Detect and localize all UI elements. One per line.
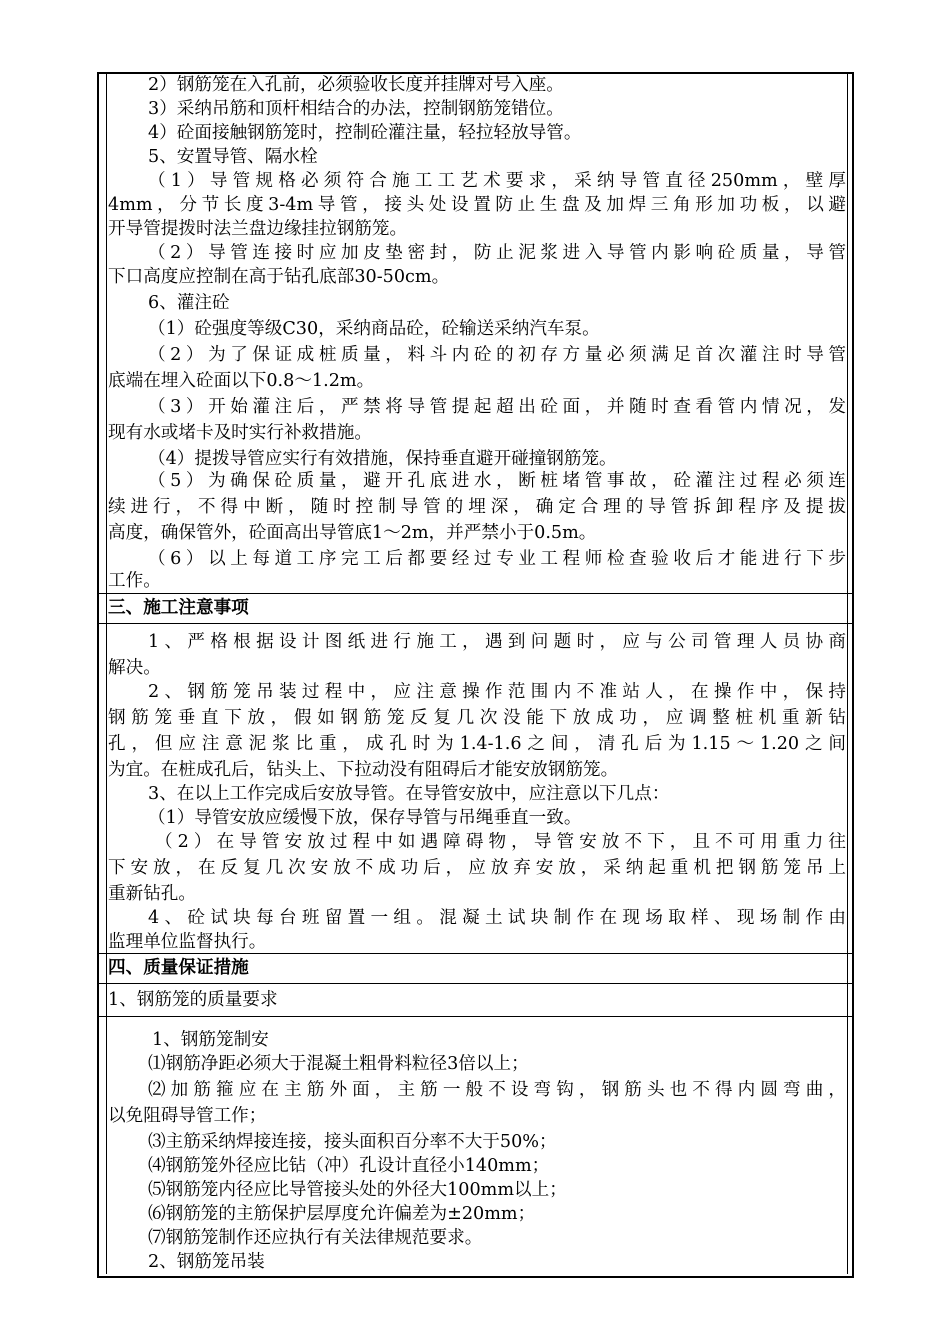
section-divider — [98, 593, 852, 594]
text-line: ⑶主筋采纳焊接连接，接头面积百分率不大于50%； — [148, 1132, 557, 1152]
text-line: 孔，但应注意泥浆比重，成孔时为1.4-1.6之间，清孔后为1.15～1.20之间 — [108, 734, 846, 754]
text-line: 3）采纳吊筋和顶杆相结合的办法，控制钢筋笼错位。 — [148, 99, 564, 119]
text-line: 以免阻碍导管工作； — [108, 1106, 267, 1126]
section-divider — [98, 983, 852, 984]
text-line: （2）为了保证成桩质量，料斗内砼的初存方量必须满足首次灌注时导管 — [148, 345, 846, 365]
text-line: ⑴钢筋净距必须大于混凝土粗骨料粒径3倍以上； — [148, 1054, 529, 1074]
text-line: 4mm，分节长度3-4m导管，接头处设置防止生盘及加焊三角形加功板，以避 — [108, 195, 846, 215]
text-line: 现有水或堵卡及时实行补救措施。 — [108, 423, 372, 443]
text-line: 为宜。在桩成孔后，钻头上、下拉动没有阻碍后才能安放钢筋笼。 — [108, 760, 619, 780]
text-line: （4）提拨导管应实行有效措施，保持垂直避开碰撞钢筋笼。 — [148, 449, 617, 469]
text-line: 1、钢筋笼制安 — [152, 1030, 269, 1050]
text-line: ⑺钢筋笼制作还应执行有关法律规范要求。 — [148, 1228, 483, 1248]
text-line: 钢筋笼垂直下放，假如钢筋笼反复几次没能下放成功，应调整桩机重新钻 — [108, 708, 846, 728]
text-line: 监理单位监督执行。 — [108, 932, 267, 952]
text-line: 下口高度应控制在高于钻孔底部30-50cm。 — [108, 267, 450, 287]
text-line: （5）为确保砼质量，避开孔底进水，断桩堵管事故，砼灌注过程必须连 — [148, 471, 846, 491]
text-line: ⑹钢筋笼的主筋保护层厚度允许偏差为±20mm； — [148, 1204, 536, 1224]
text-line: 高度，确保管外，砼面高出导管底1～2m，并严禁小于0.5m。 — [108, 523, 597, 543]
text-line: 续进行，不得中断，随时控制导管的埋深，确定合理的导管拆卸程序及提拔 — [108, 497, 846, 517]
text-line: （2）在导管安放过程中如遇障碍物，导管安放不下，且不可用重力往 — [155, 832, 846, 852]
text-line: （6）以上每道工序完工后都要经过专业工程师检查验收后才能进行下步 — [148, 549, 846, 569]
text-line: （2）导管连接时应加皮垫密封，防止泥浆进入导管内影响砼质量，导管 — [148, 243, 846, 263]
text-line: 下安放，在反复几次安放不成功后，应放弃安放，采纳起重机把钢筋笼吊上 — [108, 858, 846, 878]
text-line: 4、砼试块每台班留置一组。混凝土试块制作在现场取样、现场制作由 — [148, 908, 846, 928]
text-line: 5、安置导管、隔水栓 — [148, 147, 318, 167]
text-line: 2）钢筋笼在入孔前，必须验收长度并挂牌对号入座。 — [148, 75, 564, 95]
text-line: ⑸钢筋笼内径应比导管接头处的外径大100mm以上； — [148, 1180, 567, 1200]
text-line: 1、钢筋笼的质量要求 — [108, 990, 278, 1010]
text-line: 4）砼面接触钢筋笼时，控制砼灌注量，轻拉轻放导管。 — [148, 123, 582, 143]
text-line: 开导管提拨时法兰盘边缘挂拉钢筋笼。 — [108, 219, 408, 239]
text-line: 解决。 — [108, 658, 161, 678]
text-line: （1）导管规格必须符合施工工艺术要求，采纳导管直径250mm，壁厚 — [148, 171, 846, 191]
text-line: 2、钢筋笼吊装过程中，应注意操作范围内不准站人，在操作中，保持 — [148, 682, 846, 702]
section-divider — [98, 623, 852, 624]
text-line: 3、在以上工作完成后安放导管。在导管安放中，应注意以下几点： — [148, 784, 670, 804]
text-line: 6、灌注砼 — [148, 293, 230, 313]
text-line: （1）砼强度等级C30，采纳商品砼，砼输送采纳汽车泵。 — [148, 319, 600, 339]
text-line: ⑵加筋箍应在主筋外面，主筋一般不设弯钩，钢筋头也不得内圆弯曲， — [148, 1080, 846, 1100]
text-line: 2、钢筋笼吊装 — [148, 1252, 265, 1272]
section-heading: 四、质量保证措施 — [108, 958, 249, 978]
text-line: 底端在埋入砼面以下0.8～1.2m。 — [108, 371, 375, 391]
text-line: 工作。 — [108, 571, 161, 591]
text-line: （3）开始灌注后，严禁将导管提起超出砼面，并随时查看管内情况，发 — [148, 397, 846, 417]
text-line: 重新钻孔。 — [108, 884, 196, 904]
section-heading: 三、施工注意事项 — [108, 598, 249, 618]
text-line: ⑷钢筋笼外径应比钻（冲）孔设计直径小140mm； — [148, 1156, 550, 1176]
text-line: （1）导管安放应缓慢下放，保存导管与吊绳垂直一致。 — [148, 808, 582, 828]
section-divider — [98, 1016, 852, 1017]
text-line: 1、严格根据设计图纸进行施工，遇到问题时，应与公司管理人员协商 — [148, 632, 846, 652]
